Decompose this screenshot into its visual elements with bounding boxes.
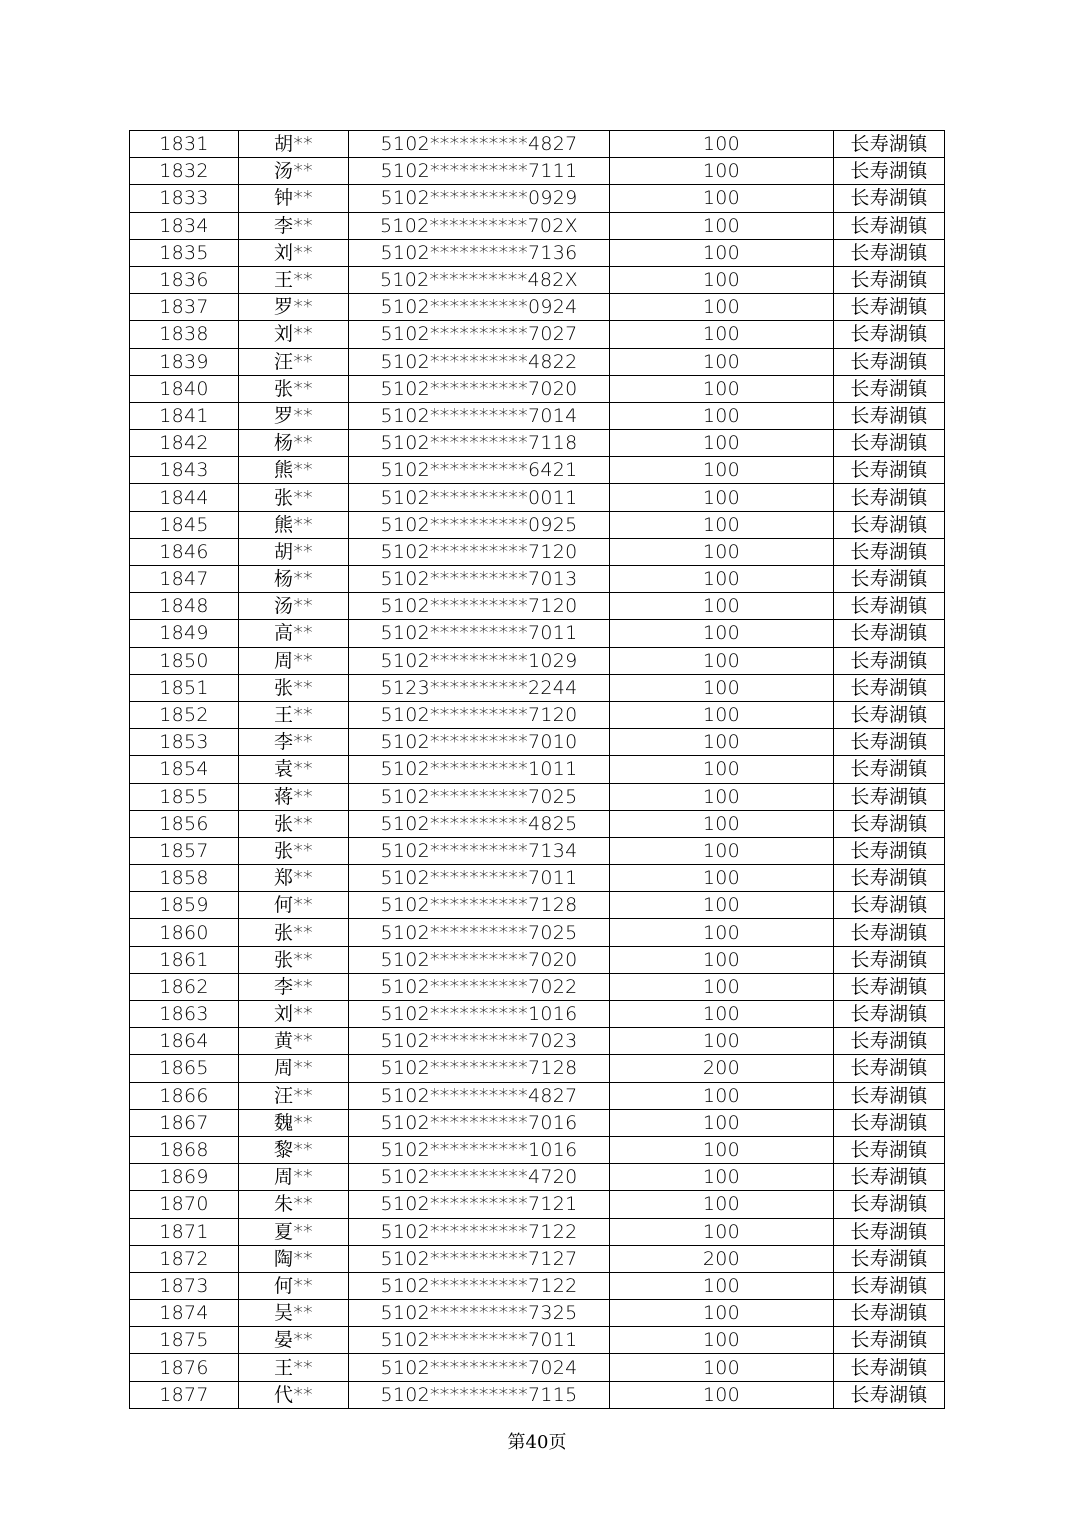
- town-cell: 长寿湖镇: [834, 1327, 945, 1354]
- amount-cell: 100: [610, 701, 834, 728]
- serial-number-cell: 1866: [130, 1082, 239, 1109]
- id-number-cell: 5102**********0924: [349, 294, 610, 321]
- id-number-cell: 5102**********7011: [349, 620, 610, 647]
- amount-cell: 100: [610, 756, 834, 783]
- table-row: [130, 266, 945, 293]
- name-cell: 吴**: [239, 1300, 349, 1327]
- id-number-cell: 5102**********7120: [349, 701, 610, 728]
- town-cell: 长寿湖镇: [834, 1082, 945, 1109]
- table-row: [130, 810, 945, 837]
- town-cell: 长寿湖镇: [834, 484, 945, 511]
- id-number-cell: 5102**********7011: [349, 1327, 610, 1354]
- table-row: [130, 973, 945, 1000]
- serial-number-cell: 1849: [130, 620, 239, 647]
- amount-cell: 100: [610, 647, 834, 674]
- town-cell: 长寿湖镇: [834, 321, 945, 348]
- id-number-cell: 5102**********1029: [349, 647, 610, 674]
- id-number-cell: 5102**********4720: [349, 1164, 610, 1191]
- name-cell: 蒋**: [239, 783, 349, 810]
- amount-cell: 100: [610, 1109, 834, 1136]
- name-cell: 周**: [239, 1055, 349, 1082]
- table-row: [130, 1028, 945, 1055]
- town-cell: 长寿湖镇: [834, 946, 945, 973]
- id-number-cell: 5102**********7122: [349, 1218, 610, 1245]
- amount-cell: 100: [610, 1136, 834, 1163]
- id-number-cell: 5102**********7027: [349, 321, 610, 348]
- table-row: [130, 1218, 945, 1245]
- town-cell: 长寿湖镇: [834, 1191, 945, 1218]
- name-cell: 汤**: [239, 593, 349, 620]
- id-number-cell: 5102**********7120: [349, 593, 610, 620]
- name-cell: 汪**: [239, 348, 349, 375]
- serial-number-cell: 1846: [130, 538, 239, 565]
- town-cell: 长寿湖镇: [834, 430, 945, 457]
- id-number-cell: 5102**********7024: [349, 1354, 610, 1381]
- id-number-cell: 5102**********7134: [349, 837, 610, 864]
- amount-cell: 100: [610, 919, 834, 946]
- name-cell: 张**: [239, 484, 349, 511]
- amount-cell: 100: [610, 158, 834, 185]
- serial-number-cell: 1831: [130, 131, 239, 158]
- serial-number-cell: 1833: [130, 185, 239, 212]
- town-cell: 长寿湖镇: [834, 1001, 945, 1028]
- table-row: [130, 1327, 945, 1354]
- id-number-cell: 5102**********7020: [349, 375, 610, 402]
- table-row: [130, 756, 945, 783]
- name-cell: 代**: [239, 1381, 349, 1408]
- table-row: [130, 375, 945, 402]
- name-cell: 李**: [239, 212, 349, 239]
- table-row: [130, 674, 945, 701]
- roster-table: [129, 130, 945, 1409]
- table-row: [130, 1136, 945, 1163]
- table-row: [130, 185, 945, 212]
- id-number-cell: 5102**********0011: [349, 484, 610, 511]
- town-cell: 长寿湖镇: [834, 729, 945, 756]
- amount-cell: 100: [610, 1082, 834, 1109]
- town-cell: 长寿湖镇: [834, 865, 945, 892]
- id-number-cell: 5102**********7013: [349, 566, 610, 593]
- serial-number-cell: 1868: [130, 1136, 239, 1163]
- table-row: [130, 158, 945, 185]
- serial-number-cell: 1837: [130, 294, 239, 321]
- name-cell: 王**: [239, 1354, 349, 1381]
- table-row: [130, 239, 945, 266]
- roster-table-container: [129, 130, 944, 1409]
- table-row: [130, 946, 945, 973]
- id-number-cell: 5102**********4822: [349, 348, 610, 375]
- id-number-cell: 5102**********7025: [349, 919, 610, 946]
- amount-cell: 100: [610, 321, 834, 348]
- name-cell: 罗**: [239, 402, 349, 429]
- name-cell: 周**: [239, 647, 349, 674]
- town-cell: 长寿湖镇: [834, 158, 945, 185]
- amount-cell: 200: [610, 1055, 834, 1082]
- amount-cell: 100: [610, 1001, 834, 1028]
- serial-number-cell: 1854: [130, 756, 239, 783]
- id-number-cell: 5102**********0929: [349, 185, 610, 212]
- id-number-cell: 5102**********4827: [349, 131, 610, 158]
- amount-cell: 100: [610, 402, 834, 429]
- amount-cell: 100: [610, 1164, 834, 1191]
- amount-cell: 100: [610, 1381, 834, 1408]
- town-cell: 长寿湖镇: [834, 538, 945, 565]
- serial-number-cell: 1847: [130, 566, 239, 593]
- town-cell: 长寿湖镇: [834, 756, 945, 783]
- table-row: [130, 511, 945, 538]
- table-row: [130, 1082, 945, 1109]
- amount-cell: 100: [610, 212, 834, 239]
- id-number-cell: 5102**********7025: [349, 783, 610, 810]
- serial-number-cell: 1865: [130, 1055, 239, 1082]
- town-cell: 长寿湖镇: [834, 457, 945, 484]
- table-row: [130, 1164, 945, 1191]
- serial-number-cell: 1862: [130, 973, 239, 1000]
- serial-number-cell: 1850: [130, 647, 239, 674]
- town-cell: 长寿湖镇: [834, 212, 945, 239]
- name-cell: 张**: [239, 946, 349, 973]
- town-cell: 长寿湖镇: [834, 837, 945, 864]
- table-row: [130, 348, 945, 375]
- town-cell: 长寿湖镇: [834, 1055, 945, 1082]
- table-row: [130, 783, 945, 810]
- name-cell: 张**: [239, 674, 349, 701]
- amount-cell: 100: [610, 239, 834, 266]
- serial-number-cell: 1851: [130, 674, 239, 701]
- amount-cell: 100: [610, 729, 834, 756]
- name-cell: 熊**: [239, 457, 349, 484]
- table-row: [130, 321, 945, 348]
- table-row: [130, 1300, 945, 1327]
- serial-number-cell: 1852: [130, 701, 239, 728]
- id-number-cell: 5102**********7120: [349, 538, 610, 565]
- serial-number-cell: 1858: [130, 865, 239, 892]
- town-cell: 长寿湖镇: [834, 1354, 945, 1381]
- town-cell: 长寿湖镇: [834, 294, 945, 321]
- amount-cell: 100: [610, 810, 834, 837]
- serial-number-cell: 1834: [130, 212, 239, 239]
- amount-cell: 100: [610, 1272, 834, 1299]
- name-cell: 王**: [239, 701, 349, 728]
- amount-cell: 100: [610, 457, 834, 484]
- town-cell: 长寿湖镇: [834, 701, 945, 728]
- town-cell: 长寿湖镇: [834, 1300, 945, 1327]
- town-cell: 长寿湖镇: [834, 375, 945, 402]
- amount-cell: 100: [610, 266, 834, 293]
- serial-number-cell: 1869: [130, 1164, 239, 1191]
- amount-cell: 100: [610, 865, 834, 892]
- serial-number-cell: 1877: [130, 1381, 239, 1408]
- name-cell: 胡**: [239, 538, 349, 565]
- name-cell: 刘**: [239, 239, 349, 266]
- name-cell: 汪**: [239, 1082, 349, 1109]
- id-number-cell: 5102**********7023: [349, 1028, 610, 1055]
- town-cell: 长寿湖镇: [834, 239, 945, 266]
- table-row: [130, 294, 945, 321]
- serial-number-cell: 1873: [130, 1272, 239, 1299]
- table-row: [130, 701, 945, 728]
- amount-cell: 100: [610, 837, 834, 864]
- id-number-cell: 5102**********1011: [349, 756, 610, 783]
- name-cell: 高**: [239, 620, 349, 647]
- serial-number-cell: 1870: [130, 1191, 239, 1218]
- serial-number-cell: 1842: [130, 430, 239, 457]
- table-row: [130, 430, 945, 457]
- table-row: [130, 593, 945, 620]
- id-number-cell: 5102**********7122: [349, 1272, 610, 1299]
- town-cell: 长寿湖镇: [834, 783, 945, 810]
- table-row: [130, 1055, 945, 1082]
- serial-number-cell: 1844: [130, 484, 239, 511]
- serial-number-cell: 1836: [130, 266, 239, 293]
- name-cell: 李**: [239, 973, 349, 1000]
- serial-number-cell: 1839: [130, 348, 239, 375]
- amount-cell: 100: [610, 593, 834, 620]
- serial-number-cell: 1872: [130, 1245, 239, 1272]
- amount-cell: 100: [610, 484, 834, 511]
- name-cell: 张**: [239, 375, 349, 402]
- name-cell: 胡**: [239, 131, 349, 158]
- serial-number-cell: 1853: [130, 729, 239, 756]
- serial-number-cell: 1859: [130, 892, 239, 919]
- town-cell: 长寿湖镇: [834, 266, 945, 293]
- name-cell: 熊**: [239, 511, 349, 538]
- id-number-cell: 5102**********7010: [349, 729, 610, 756]
- name-cell: 夏**: [239, 1218, 349, 1245]
- table-row: [130, 131, 945, 158]
- serial-number-cell: 1838: [130, 321, 239, 348]
- serial-number-cell: 1871: [130, 1218, 239, 1245]
- name-cell: 刘**: [239, 321, 349, 348]
- name-cell: 杨**: [239, 430, 349, 457]
- table-row: [130, 212, 945, 239]
- town-cell: 长寿湖镇: [834, 973, 945, 1000]
- id-number-cell: 5102**********7011: [349, 865, 610, 892]
- id-number-cell: 5102**********1016: [349, 1001, 610, 1028]
- town-cell: 长寿湖镇: [834, 185, 945, 212]
- serial-number-cell: 1840: [130, 375, 239, 402]
- serial-number-cell: 1841: [130, 402, 239, 429]
- town-cell: 长寿湖镇: [834, 593, 945, 620]
- table-row: [130, 402, 945, 429]
- serial-number-cell: 1860: [130, 919, 239, 946]
- serial-number-cell: 1874: [130, 1300, 239, 1327]
- town-cell: 长寿湖镇: [834, 1245, 945, 1272]
- name-cell: 何**: [239, 892, 349, 919]
- name-cell: 郑**: [239, 865, 349, 892]
- name-cell: 袁**: [239, 756, 349, 783]
- amount-cell: 100: [610, 1300, 834, 1327]
- town-cell: 长寿湖镇: [834, 402, 945, 429]
- table-row: [130, 1109, 945, 1136]
- amount-cell: 100: [610, 566, 834, 593]
- serial-number-cell: 1845: [130, 511, 239, 538]
- town-cell: 长寿湖镇: [834, 892, 945, 919]
- table-row: [130, 865, 945, 892]
- amount-cell: 200: [610, 1245, 834, 1272]
- town-cell: 长寿湖镇: [834, 1028, 945, 1055]
- id-number-cell: 5102**********1016: [349, 1136, 610, 1163]
- page-number: 第40页: [507, 1432, 567, 1453]
- name-cell: 何**: [239, 1272, 349, 1299]
- table-row: [130, 457, 945, 484]
- town-cell: 长寿湖镇: [834, 348, 945, 375]
- id-number-cell: 5102**********7115: [349, 1381, 610, 1408]
- id-number-cell: 5102**********7014: [349, 402, 610, 429]
- name-cell: 杨**: [239, 566, 349, 593]
- serial-number-cell: 1832: [130, 158, 239, 185]
- amount-cell: 100: [610, 783, 834, 810]
- table-row: [130, 1354, 945, 1381]
- town-cell: 长寿湖镇: [834, 919, 945, 946]
- amount-cell: 100: [610, 674, 834, 701]
- amount-cell: 100: [610, 1191, 834, 1218]
- name-cell: 黄**: [239, 1028, 349, 1055]
- town-cell: 长寿湖镇: [834, 1109, 945, 1136]
- amount-cell: 100: [610, 1028, 834, 1055]
- name-cell: 陶**: [239, 1245, 349, 1272]
- town-cell: 长寿湖镇: [834, 1218, 945, 1245]
- id-number-cell: 5102**********702X: [349, 212, 610, 239]
- amount-cell: 100: [610, 131, 834, 158]
- name-cell: 朱**: [239, 1191, 349, 1218]
- amount-cell: 100: [610, 348, 834, 375]
- town-cell: 长寿湖镇: [834, 810, 945, 837]
- amount-cell: 100: [610, 1327, 834, 1354]
- table-row: [130, 729, 945, 756]
- table-row: [130, 620, 945, 647]
- name-cell: 张**: [239, 837, 349, 864]
- id-number-cell: 5102**********7020: [349, 946, 610, 973]
- serial-number-cell: 1861: [130, 946, 239, 973]
- name-cell: 张**: [239, 919, 349, 946]
- town-cell: 长寿湖镇: [834, 566, 945, 593]
- id-number-cell: 5123**********2244: [349, 674, 610, 701]
- serial-number-cell: 1857: [130, 837, 239, 864]
- name-cell: 汤**: [239, 158, 349, 185]
- name-cell: 罗**: [239, 294, 349, 321]
- town-cell: 长寿湖镇: [834, 674, 945, 701]
- amount-cell: 100: [610, 892, 834, 919]
- roster-table-body: [130, 131, 945, 1409]
- table-row: [130, 1001, 945, 1028]
- id-number-cell: 5102**********7325: [349, 1300, 610, 1327]
- id-number-cell: 5102**********7128: [349, 1055, 610, 1082]
- id-number-cell: 5102**********7118: [349, 430, 610, 457]
- name-cell: 李**: [239, 729, 349, 756]
- table-row: [130, 566, 945, 593]
- id-number-cell: 5102**********7016: [349, 1109, 610, 1136]
- table-row: [130, 919, 945, 946]
- table-row: [130, 1191, 945, 1218]
- amount-cell: 100: [610, 1354, 834, 1381]
- serial-number-cell: 1855: [130, 783, 239, 810]
- amount-cell: 100: [610, 620, 834, 647]
- id-number-cell: 5102**********0925: [349, 511, 610, 538]
- town-cell: 长寿湖镇: [834, 620, 945, 647]
- town-cell: 长寿湖镇: [834, 1164, 945, 1191]
- serial-number-cell: 1875: [130, 1327, 239, 1354]
- name-cell: 钟**: [239, 185, 349, 212]
- id-number-cell: 5102**********7128: [349, 892, 610, 919]
- amount-cell: 100: [610, 538, 834, 565]
- serial-number-cell: 1848: [130, 593, 239, 620]
- id-number-cell: 5102**********7136: [349, 239, 610, 266]
- id-number-cell: 5102**********6421: [349, 457, 610, 484]
- name-cell: 张**: [239, 810, 349, 837]
- table-row: [130, 647, 945, 674]
- table-row: [130, 1245, 945, 1272]
- town-cell: 长寿湖镇: [834, 1381, 945, 1408]
- id-number-cell: 5102**********7111: [349, 158, 610, 185]
- amount-cell: 100: [610, 511, 834, 538]
- table-row: [130, 892, 945, 919]
- town-cell: 长寿湖镇: [834, 647, 945, 674]
- amount-cell: 100: [610, 430, 834, 457]
- id-number-cell: 5102**********4825: [349, 810, 610, 837]
- table-row: [130, 1381, 945, 1408]
- serial-number-cell: 1867: [130, 1109, 239, 1136]
- town-cell: 长寿湖镇: [834, 1272, 945, 1299]
- table-row: [130, 484, 945, 511]
- amount-cell: 100: [610, 375, 834, 402]
- id-number-cell: 5102**********4827: [349, 1082, 610, 1109]
- name-cell: 周**: [239, 1164, 349, 1191]
- amount-cell: 100: [610, 294, 834, 321]
- name-cell: 王**: [239, 266, 349, 293]
- name-cell: 黎**: [239, 1136, 349, 1163]
- amount-cell: 100: [610, 185, 834, 212]
- town-cell: 长寿湖镇: [834, 511, 945, 538]
- id-number-cell: 5102**********7121: [349, 1191, 610, 1218]
- serial-number-cell: 1835: [130, 239, 239, 266]
- amount-cell: 100: [610, 973, 834, 1000]
- town-cell: 长寿湖镇: [834, 131, 945, 158]
- table-row: [130, 837, 945, 864]
- amount-cell: 100: [610, 946, 834, 973]
- id-number-cell: 5102**********7127: [349, 1245, 610, 1272]
- town-cell: 长寿湖镇: [834, 1136, 945, 1163]
- id-number-cell: 5102**********7022: [349, 973, 610, 1000]
- serial-number-cell: 1876: [130, 1354, 239, 1381]
- serial-number-cell: 1843: [130, 457, 239, 484]
- serial-number-cell: 1864: [130, 1028, 239, 1055]
- serial-number-cell: 1856: [130, 810, 239, 837]
- id-number-cell: 5102**********482X: [349, 266, 610, 293]
- serial-number-cell: 1863: [130, 1001, 239, 1028]
- table-row: [130, 1272, 945, 1299]
- amount-cell: 100: [610, 1218, 834, 1245]
- name-cell: 晏**: [239, 1327, 349, 1354]
- name-cell: 刘**: [239, 1001, 349, 1028]
- name-cell: 魏**: [239, 1109, 349, 1136]
- table-row: [130, 538, 945, 565]
